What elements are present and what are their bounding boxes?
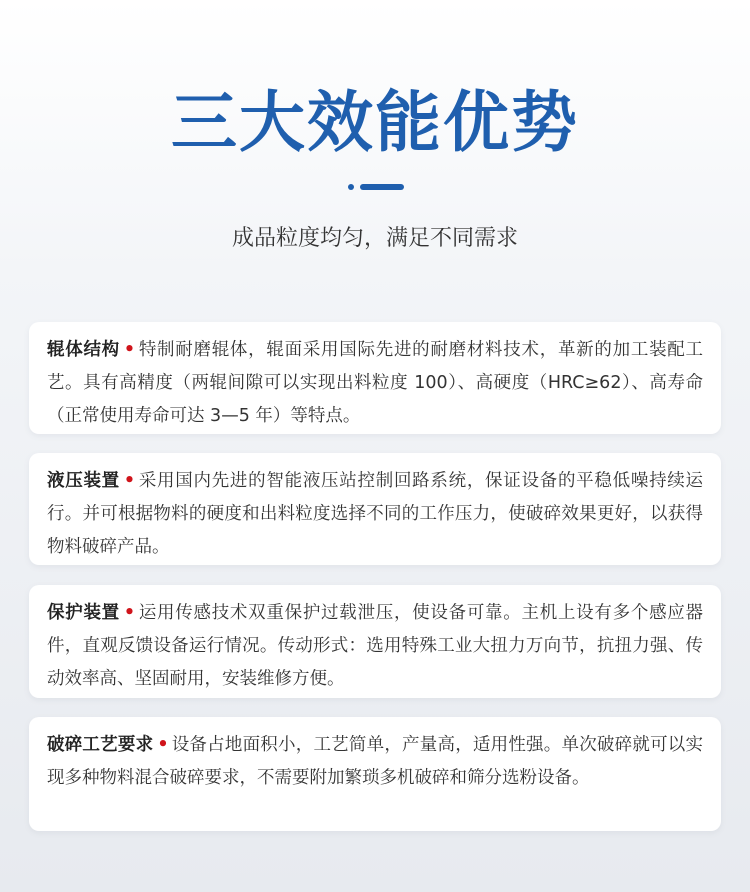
feature-card-hydraulic-device: [29, 453, 721, 565]
feature-description: 设备占地面积小，工艺简单，产量高，适用性强。单次破碎就可以实现多种物料混合破碎要求，不需要附加繁琐多机破碎和筛分选粉设备。: [47, 735, 704, 788]
feature-description: 运用传感技术双重保护过载泄压，使设备可靠。主机上设有多个感应器件，直观反馈设备运行情况。传动形式：选用特殊工业大扭力万向节，抗扭力强、传动效率高、坚固耐用，安装维修方便。: [47, 603, 704, 689]
feature-heading: 液压装置: [47, 471, 120, 491]
page-subtitle: 成品粒度均匀，满足不同需求: [231, 226, 518, 251]
page-title: 三大效能优势: [171, 84, 579, 161]
bullet-separator: •: [123, 603, 136, 623]
feature-heading: 辊体结构: [47, 340, 120, 360]
feature-heading: 保护装置: [47, 603, 120, 623]
feature-card-crushing-process: [29, 717, 721, 831]
bullet-separator: •: [157, 735, 169, 755]
divider-dot: [348, 184, 354, 190]
feature-heading: 破碎工艺要求: [47, 735, 154, 755]
feature-description: 采用国内先进的智能液压站控制回路系统，保证设备的平稳低噪持续运行。并可根据物料的硬度和出料粒度选择不同的工作压力，使破碎效果更好，以获得物料破碎产品。: [47, 471, 704, 557]
title-divider: [348, 182, 408, 191]
feature-card-roller-structure: [29, 322, 721, 434]
feature-description: 特制耐磨辊体，辊面采用国际先进的耐磨材料技术，革新的加工装配工艺。具有高精度（两辊间隙可以实现出料粒度 100）、高硬度（HRC≥62）、高寿命（正常使用寿命可达 3—5 年）等特点。: [47, 340, 704, 426]
bullet-separator: •: [123, 471, 136, 491]
feature-card-protection-device: [29, 585, 721, 698]
bullet-separator: •: [123, 340, 136, 360]
divider-bar: [360, 184, 404, 190]
